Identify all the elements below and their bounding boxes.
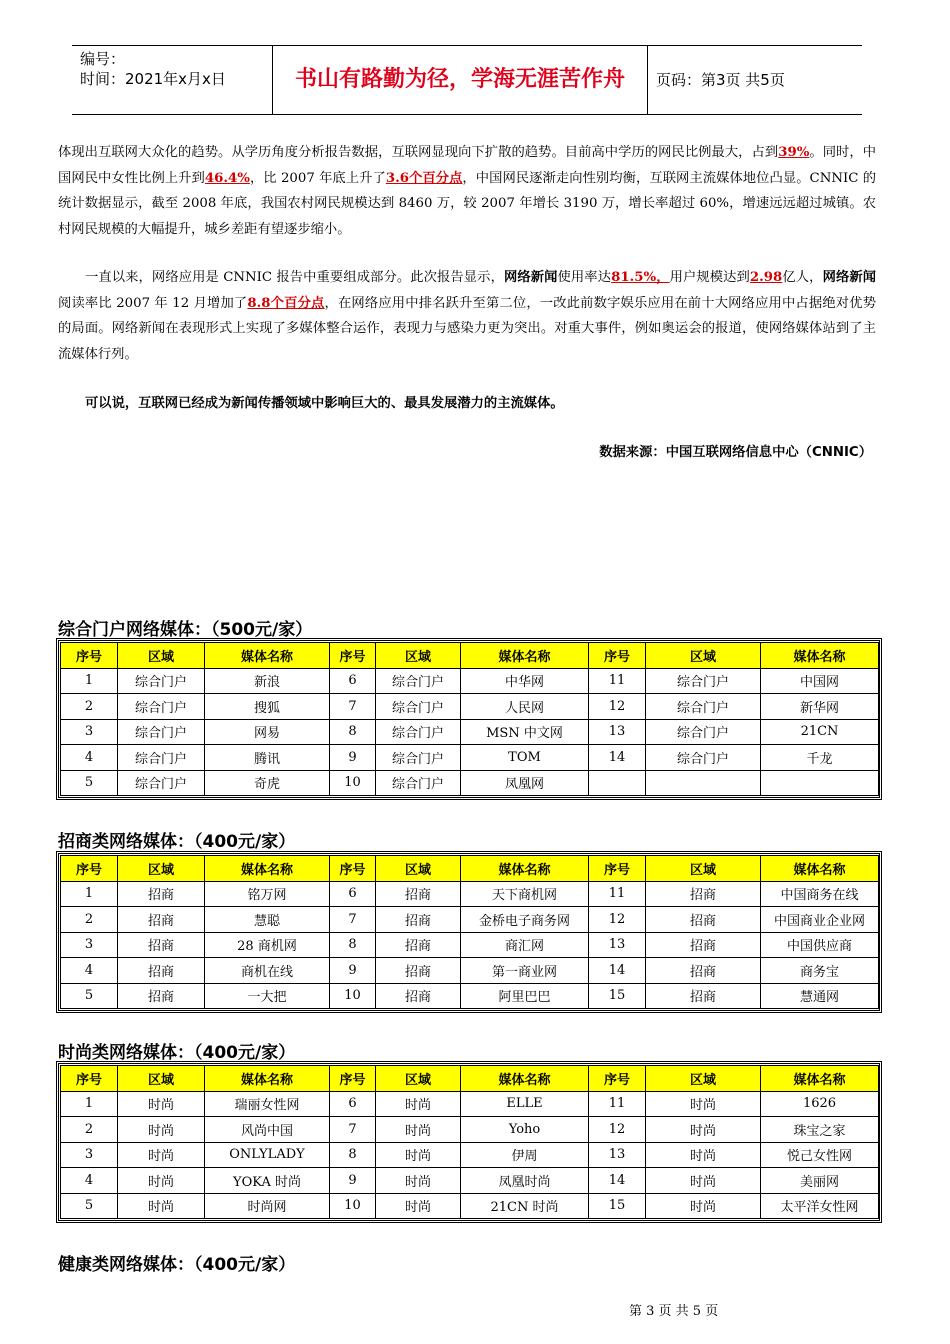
table-row [61,958,879,984]
table-row [61,932,879,958]
section-title-health: 健康类网络媒体：（400元/家） [58,1255,296,1275]
table-cell: 招商 [376,958,461,984]
table-cell: 6 [330,881,376,907]
table-cell: 人民网 [461,694,589,720]
table-cell: 时尚 [376,1117,461,1143]
table-cell: 招商 [646,907,761,933]
table-cell: 时尚 [118,1193,205,1219]
text: 使用率达 [557,270,612,285]
table-cell: 凤凰时尚 [461,1168,589,1194]
column-header: 区域 [646,643,761,669]
table-cell: 3 [61,932,118,958]
table-cell: 招商 [118,958,205,984]
table-cell: 时尚 [376,1142,461,1168]
table-cell: 时尚 [118,1168,205,1194]
table-cell: 阿里巴巴 [461,983,589,1009]
table-cell: 3 [61,719,118,745]
table-cell: 商机在线 [205,958,330,984]
bold-term: 网络新闻 [822,270,877,285]
section-title-business: 招商类网络媒体：（400元/家） [58,832,296,852]
table-cell [589,770,646,796]
column-header: 媒体名称 [461,856,589,882]
table-cell: 综合门户 [646,745,761,771]
table-cell: 时尚 [376,1193,461,1219]
table-cell: 综合门户 [646,668,761,694]
table-cell: 招商 [118,907,205,933]
column-header: 序号 [61,856,118,882]
table-cell: 招商 [118,932,205,958]
table-row [61,1142,879,1168]
table-cell: 招商 [646,881,761,907]
column-header: 序号 [589,856,646,882]
table-row [61,1091,879,1117]
table-cell: 综合门户 [376,719,461,745]
table-cell: 11 [589,668,646,694]
text: 阅读率比 2007 年 12 月增加了 [58,295,248,311]
table-cell: 6 [330,668,376,694]
table-cell: 11 [589,881,646,907]
table-row [61,770,879,796]
table-cell: ONLYLADY [205,1142,330,1168]
table-cell: 时尚 [646,1193,761,1219]
column-header: 区域 [118,1066,205,1092]
table-cell: 中国供应商 [761,932,879,958]
table-cell: 28 商机网 [205,932,330,958]
text: ，比 2007 年底上升了 [249,170,386,186]
table-cell: 瑞丽女性网 [205,1091,330,1117]
highlight-value: 81.5%， [611,270,670,285]
highlight-value: 8.8个百分点 [247,295,325,311]
column-header: 序号 [61,1066,118,1092]
column-header: 媒体名称 [461,1066,589,1092]
text: 一直以来，网络应用是 CNNIC 报告中重要组成部分。此次报告显示， [85,270,504,285]
text: ，在网络应用中排名跃升至第二位，一改此前数字娱乐应用在前十大网络应用中占据绝对优势的局面。网络新闻在表现形式上实现了多媒体整合运作，表现力与感染力更为突出。对重大事件，例如奥运会的报道，使网络媒体站到了主流媒体行列。 [58,295,877,362]
page-footer: 第 3 页 共 5 页 [629,1304,719,1319]
table-cell: 4 [61,1168,118,1194]
table-cell: 7 [330,907,376,933]
table-cell: 9 [330,958,376,984]
table-cell: 综合门户 [118,719,205,745]
table-cell: 12 [589,1117,646,1143]
column-header: 序号 [330,1066,376,1092]
text: 体现出互联网大众化的趋势。从学历角度分析报告数据，互联网显现向下扩散的趋势。目前高中学历的网民比例最大，占到 [58,145,779,160]
table-cell: YOKA 时尚 [205,1168,330,1194]
conclusion: 可以说，互联网已经成为新闻传播领域中影响巨大的、最具发展潜力的主流媒体。 [85,396,564,411]
table-cell: 第一商业网 [461,958,589,984]
table-cell: 时尚 [646,1168,761,1194]
text: 用户规模达到 [669,270,750,285]
table-cell: 招商 [376,932,461,958]
table-cell: 新浪 [205,668,330,694]
highlight-value: 46.4% [204,170,250,186]
text: 亿人， [782,270,823,285]
column-header: 序号 [61,643,118,669]
column-header: 序号 [330,856,376,882]
paragraph-demographics [58,140,876,242]
column-header: 媒体名称 [761,1066,879,1092]
table-cell: 1626 [761,1091,879,1117]
table-business [56,851,882,1013]
table-row [61,719,879,745]
table-cell: 一大把 [205,983,330,1009]
section-title-portal: 综合门户网络媒体：（500元/家） [58,620,313,640]
time-label: 时间：2021年x月x日 [80,70,226,88]
table-header-row [61,856,879,882]
table-cell: 商务宝 [761,958,879,984]
table-cell: 14 [589,745,646,771]
table-row [61,694,879,720]
table-cell [646,770,761,796]
highlight-value: 39% [778,145,810,160]
table-cell: 1 [61,881,118,907]
table-cell: 慧聪 [205,907,330,933]
table-cell: 7 [330,1117,376,1143]
data-source: 数据来源：中国互联网络信息中心（CNNIC） [599,445,872,460]
column-header: 区域 [376,643,461,669]
table-cell: 5 [61,983,118,1009]
number-label: 编号： [80,50,126,68]
table-cell: 综合门户 [118,668,205,694]
bold-term: 网络新闻 [503,270,558,285]
table-cell: 7 [330,694,376,720]
header-page-info: 页码：第3页 共5页 [656,71,785,89]
table-cell: 时尚 [646,1142,761,1168]
table-cell: 时尚 [118,1142,205,1168]
header-meta [80,49,270,89]
table-cell: 新华网 [761,694,879,720]
table-row [61,1117,879,1143]
table-cell: 招商 [376,907,461,933]
page-header [72,45,862,115]
table-cell: 10 [330,983,376,1009]
table-cell: 中国网 [761,668,879,694]
table-cell: TOM [461,745,589,771]
table-cell: 12 [589,907,646,933]
column-header: 媒体名称 [205,643,330,669]
table-cell: 千龙 [761,745,879,771]
table-header-row [61,643,879,669]
table-cell: 商汇网 [461,932,589,958]
table-cell: 11 [589,1091,646,1117]
table-cell: 腾讯 [205,745,330,771]
table-cell: 3 [61,1142,118,1168]
column-header: 媒体名称 [761,643,879,669]
header-motto: 书山有路勤为径，学海无涯苦作舟 [294,67,625,92]
table-cell: 招商 [118,881,205,907]
table-cell: 时尚 [118,1117,205,1143]
highlight-value: 3.6个百分点 [385,170,463,186]
table-cell: 铭万网 [205,881,330,907]
table-cell: 13 [589,719,646,745]
table-cell: 6 [330,1091,376,1117]
table-cell: 21CN 时尚 [461,1193,589,1219]
table-cell: 珠宝之家 [761,1117,879,1143]
table-cell: 招商 [376,881,461,907]
column-header: 媒体名称 [205,856,330,882]
table-cell: 综合门户 [646,719,761,745]
table-cell: 搜狐 [205,694,330,720]
table-row [61,907,879,933]
table-cell: 2 [61,694,118,720]
table-cell: 美丽网 [761,1168,879,1194]
column-header: 区域 [118,856,205,882]
column-header: 序号 [589,1066,646,1092]
table-cell: 奇虎 [205,770,330,796]
table-cell: 8 [330,932,376,958]
table-fashion [56,1061,882,1223]
table-cell: 8 [330,1142,376,1168]
table-header-row [61,1066,879,1092]
table-cell: 综合门户 [118,770,205,796]
table-cell: ELLE [461,1091,589,1117]
table-row [61,745,879,771]
table-row [61,1168,879,1194]
table-cell: 中国商务在线 [761,881,879,907]
table-cell: 招商 [118,983,205,1009]
table-cell: 伊周 [461,1142,589,1168]
table-cell: 4 [61,745,118,771]
column-header: 媒体名称 [205,1066,330,1092]
table-cell: MSN 中文网 [461,719,589,745]
table-cell: 10 [330,770,376,796]
column-header: 区域 [118,643,205,669]
table-cell: 时尚 [646,1091,761,1117]
column-header: 序号 [589,643,646,669]
table-cell: 15 [589,1193,646,1219]
table-cell: 9 [330,1168,376,1194]
table-cell: 网易 [205,719,330,745]
column-header: 区域 [376,1066,461,1092]
table-cell: 综合门户 [376,745,461,771]
table-cell: 15 [589,983,646,1009]
table-cell: 1 [61,668,118,694]
table-cell: 招商 [646,932,761,958]
header-divider [647,46,648,114]
table-cell: 12 [589,694,646,720]
highlight-value: 2.98 [749,270,783,285]
table-cell: 时尚 [376,1091,461,1117]
table-cell: 1 [61,1091,118,1117]
table-cell: 招商 [646,983,761,1009]
table-cell: 太平洋女性网 [761,1193,879,1219]
table-cell: 综合门户 [646,694,761,720]
column-header: 区域 [376,856,461,882]
table-cell: 综合门户 [118,694,205,720]
section-title-fashion: 时尚类网络媒体：（400元/家） [58,1043,296,1063]
table-cell: 金桥电子商务网 [461,907,589,933]
paragraph-network-news [58,265,876,367]
text: 。同时，中国网民中女性比例上升到 [58,145,877,186]
table-cell: 21CN [761,719,879,745]
table-cell: 13 [589,1142,646,1168]
column-header: 区域 [646,856,761,882]
table-cell: 招商 [376,983,461,1009]
table-cell: 综合门户 [376,668,461,694]
table-cell: 时尚 [376,1168,461,1194]
table-cell: 4 [61,958,118,984]
table-cell: 综合门户 [118,745,205,771]
table-cell: 凤凰网 [461,770,589,796]
table-cell: 5 [61,1193,118,1219]
table-cell: 综合门户 [376,770,461,796]
table-cell: 5 [61,770,118,796]
table-cell: 中国商业企业网 [761,907,879,933]
table-cell: 2 [61,907,118,933]
column-header: 媒体名称 [461,643,589,669]
table-cell: 时尚网 [205,1193,330,1219]
column-header: 序号 [330,643,376,669]
table-cell: 慧通网 [761,983,879,1009]
table-cell: Yoho [461,1117,589,1143]
table-cell: 综合门户 [376,694,461,720]
table-cell: 8 [330,719,376,745]
table-cell: 10 [330,1193,376,1219]
table-portal [56,638,882,800]
table-cell: 悦己女性网 [761,1142,879,1168]
table-cell [761,770,879,796]
table-row [61,1193,879,1219]
table-cell: 招商 [646,958,761,984]
table-row [61,983,879,1009]
table-cell: 14 [589,958,646,984]
table-cell: 中华网 [461,668,589,694]
table-cell: 时尚 [118,1091,205,1117]
table-cell: 13 [589,932,646,958]
column-header: 媒体名称 [761,856,879,882]
table-cell: 天下商机网 [461,881,589,907]
table-cell: 2 [61,1117,118,1143]
table-cell: 9 [330,745,376,771]
table-cell: 14 [589,1168,646,1194]
column-header: 区域 [646,1066,761,1092]
text: ，中国网民逐渐走向性别均衡，互联网主流媒体地位凸显。CNNIC 的统计数据显示，截至 2008 年底，我国农村网民规模达到 8460 万，较 2007 年增长 3190 万，增长率超过 60%，增速远远超过城镇。农村网民规模的大幅提升，城乡差距有望逐步缩小。 [58,170,876,237]
table-row [61,881,879,907]
table-cell: 风尚中国 [205,1117,330,1143]
table-row [61,668,879,694]
table-cell: 时尚 [646,1117,761,1143]
